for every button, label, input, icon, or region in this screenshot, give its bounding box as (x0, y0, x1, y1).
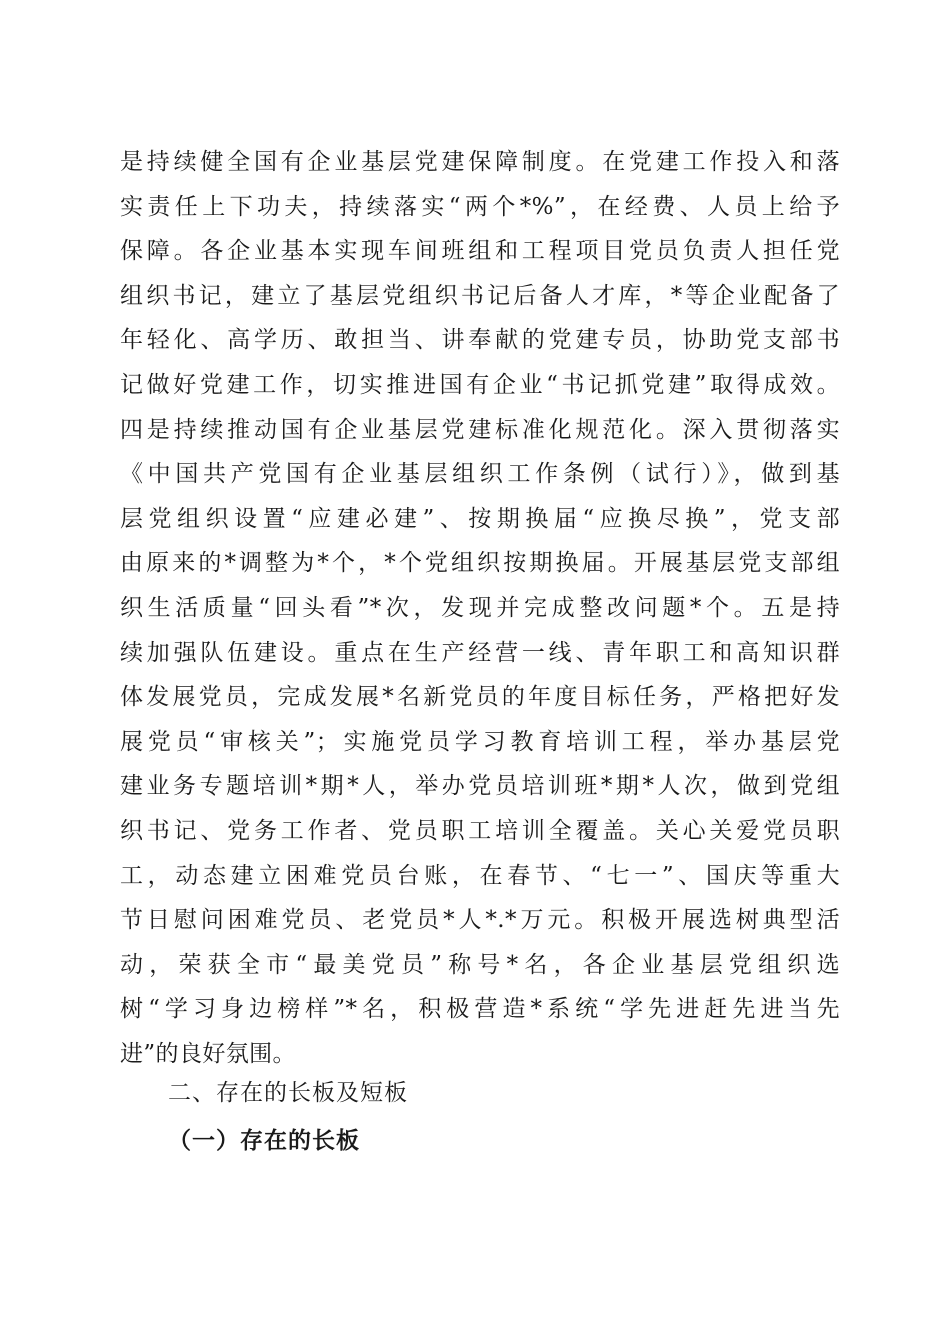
text-line: 《中国共产党国有企业基层组织工作条例（试行）》，做到基 (120, 461, 840, 488)
body-paragraph (120, 140, 840, 1076)
text-line: 树“学习身边榜样”*名，积极营造*系统“学先进赶先进当先 (120, 996, 840, 1023)
text-line: 保障。各企业基本实现车间班组和工程项目党员负责人担任党 (120, 238, 840, 265)
text-line: 层党组织设置“应建必建”、按期换届“应换尽换”，党支部 (120, 505, 840, 532)
text-line: 年轻化、高学历、敢担当、讲奉献的党建专员，协助党支部书 (120, 327, 840, 354)
text-line: 四是持续推动国有企业基层党建标准化规范化。深入贯彻落实 (120, 416, 840, 443)
text-line: 动，荣获全市“最美党员”称号*名，各企业基层党组织选 (120, 951, 840, 978)
text-line: 组织书记，建立了基层党组织书记后备人才库，*等企业配备了 (120, 282, 840, 309)
subsection-heading: （一）存在的长板 (168, 1127, 360, 1154)
text-line: 由原来的*调整为*个，*个党组织按期换届。开展基层党支部组 (120, 550, 840, 577)
text-line: 实责任上下功夫，持续落实“两个*%”，在经费、人员上给予 (120, 193, 840, 220)
text-line: 续加强队伍建设。重点在生产经营一线、青年职工和高知识群 (120, 639, 840, 666)
text-line: 节日慰问困难党员、老党员*人*.*万元。积极开展选树典型活 (120, 907, 840, 934)
text-line: 进”的良好氛围。 (120, 1040, 296, 1067)
text-line: 体发展党员，完成发展*名新党员的年度目标任务，严格把好发 (120, 684, 840, 711)
text-line: 织生活质量“回头看”*次，发现并完成整改问题*个。五是持 (120, 594, 840, 621)
section-heading: 二、存在的长板及短板 (168, 1080, 408, 1106)
text-line: 展党员“审核关”；实施党员学习教育培训工程，举办基层党 (120, 728, 840, 755)
text-line: 工，动态建立困难党员台账，在春节、“七一”、国庆等重大 (120, 862, 840, 889)
text-line: 织书记、党务工作者、党员职工培训全覆盖。关心关爱党员职 (120, 817, 840, 844)
text-line: 是持续健全国有企业基层党建保障制度。在党建工作投入和落 (120, 149, 840, 175)
text-line: 建业务专题培训*期*人，举办党员培训班*期*人次，做到党组 (120, 773, 840, 800)
text-line: 记做好党建工作，切实推进国有企业“书记抓党建”取得成效。 (120, 371, 840, 398)
